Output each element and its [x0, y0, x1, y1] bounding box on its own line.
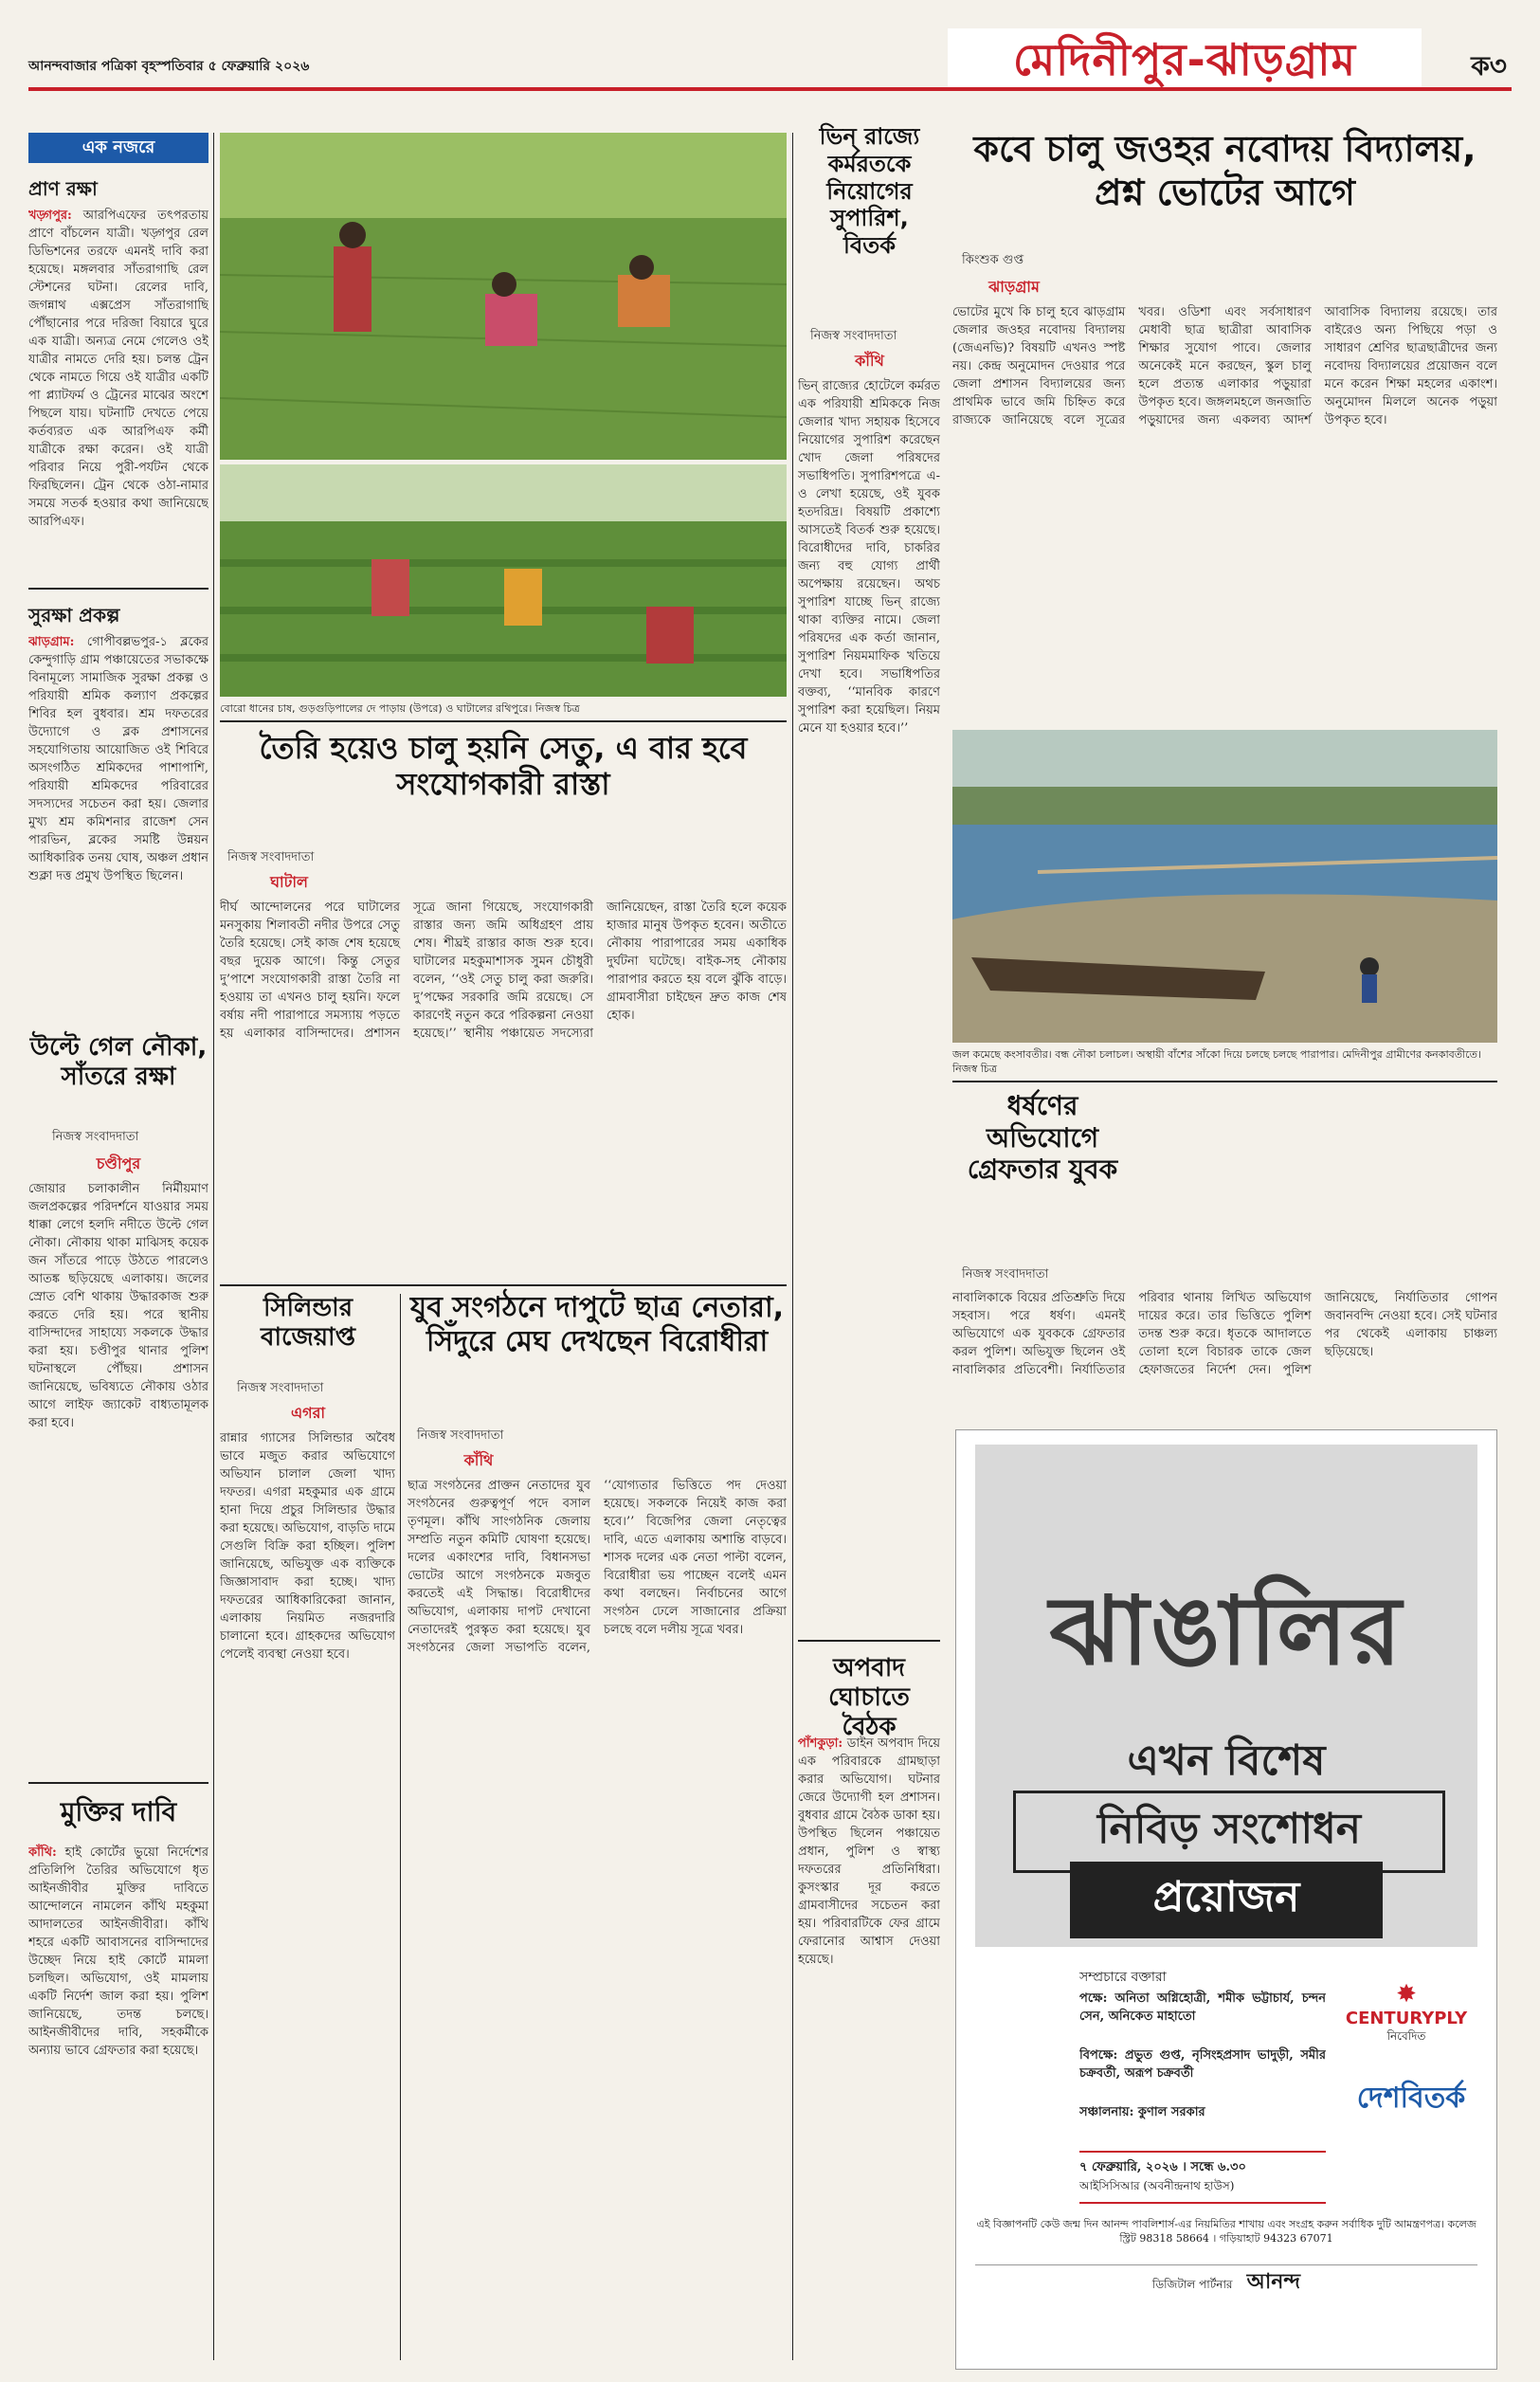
youth-byline: নিজস্ব সংবাদদাতা: [417, 1428, 504, 1443]
sidebar-box-title: এক নজরে: [28, 133, 208, 163]
bridge-text: দীর্ঘ আন্দোলনের পরে ঘাটালের মনসুকায় শিলাবতী নদীর উপরে সেতু তৈরি হয়েছে। সেই কাজ শেষ হয়েছে বছর দুয়েক আগে। কিন্তু সেতুর দু’পাশে সংযোগকারী রাস্তা তৈরি না হওয়ায় তা এখনও চালু হয়নি। ফলে বর্ষায় নদী পারাপারে সমস্যায় পড়তে হয় এলাকার বাসিন্দাদের। প্রশাসন সূত্রে জানা গিয়েছে, সংযোগকারী রাস্তার জন্য জমি অধিগ্রহণ প্রায় শেষ। শীঘ্রই রাস্তার কাজ শুরু হবে। ঘাটালের মহকুমাশাসক সুমন চৌধুরী বলেন, ‘‘ওই সেতু চালু করা জরুরি। দু’পক্ষের সরকারি জমি রয়েছে। সে কারণেই নতুন করে পরিকল্পনা নেওয়া হয়েছে।’’ স্থানীয় পঞ্চায়েত সদস্যেরা জানিয়েছেন, রাস্তা তৈরি হলে কয়েক হাজার মানুষ উপকৃত হবেন। অতীতে নৌকায় পারাপারের সময় একাধিক দুর্ঘটনা ঘটেছে। বাইক-সহ নৌকায় পারাপার করতে হয় বলে ঝুঁকি বাড়ে। গ্রামবাসীরা চাইছেন দ্রুত কাজ শেষ হোক।: [220, 900, 787, 1041]
sidebar-heading-1: প্রাণ রক্ষা: [28, 177, 98, 200]
section-title: মেদিনীপুর-ঝাড়গ্রাম: [948, 28, 1422, 91]
ad-sponsor-sub: নিবেদিত: [1386, 2029, 1426, 2043]
ad-event-label: সম্প্রচারে বক্তারা: [1079, 1970, 1167, 1985]
star-icon: ✸: [1396, 1980, 1417, 2009]
masthead-rule: [28, 87, 1512, 91]
ad-show-name: দেশবিতর্ক: [1356, 2082, 1466, 2115]
paper-info: আনন্দবাজার পত্রিকা বৃহস্পতিবার ৫ ফেব্রুয়ারি ২০২৬: [28, 59, 310, 74]
arrest-rule: [952, 1081, 1497, 1082]
sidebar-text-2: [28, 633, 208, 1031]
sidebar-heading-2: সুরক্ষা প্রকল্প: [28, 604, 120, 627]
arrest-byline: নিজস্ব সংবাদদাতা: [962, 1267, 1049, 1282]
demand-divider: [28, 1782, 208, 1784]
advertisement[interactable]: [955, 1429, 1497, 2370]
bridge-dateline: ঘাটাল: [270, 873, 308, 891]
center-col-rule: [792, 133, 793, 2360]
ad-partner-name: আনন্দ: [1246, 2269, 1301, 2294]
demand-text: [28, 1844, 208, 2355]
navodaya-byline: কিংশুক গুপ্ত: [962, 253, 1024, 267]
cylinder-rule: [220, 1284, 787, 1286]
paddy-photo-bottom: [220, 464, 787, 697]
river-caption: জল কমেছে কংসাবতীর। বন্ধ নৌকা চলাচল। অস্থায়ী বাঁশের সাঁকো দিয়ে চলছে চলছে পারাপার। মেদিনীপুর গ্রামীণের কনকাবতীতে। নিজস্ব চিত্র: [952, 1048, 1481, 1075]
cylinder-headline: সিলিন্ডার বাজেয়াপ্ত: [261, 1294, 355, 1353]
demand-place: কাঁথি:: [28, 1846, 57, 1860]
paddy-photo-bottom-image: [220, 464, 787, 697]
ad-date-box: [1079, 2151, 1326, 2204]
recruit-text: ভিন্ রাজ্যের হোটেলে কর্মরত এক পরিযায়ী শ্রমিককে নিজ জেলার খাদ্য সহায়ক হিসেবে নিয়োগের সুপারিশ করেছেন খোদ জেলা পরিষদের সভাধিপতি। সুপারিশপত্রে এ-ও লেখা হয়েছে, ওই যুবক হতদরিদ্র। বিষয়টি প্রকাশ্যে আসতেই বিতর্ক শুরু হয়েছে। বিরোধীদের দাবি, চাকরির জন্য বহু যোগ্য প্রার্থী অপেক্ষায় রয়েছেন। অথচ সুপারিশ যাচ্ছে ভিন্ রাজ্যে থাকা ব্যক্তির নামে। জেলা পরিষদের এক কর্তা জানান, সুপারিশ নিয়মমাফিক খতিয়ে দেখা হবে। সভাধিপতির বক্তব্য, ‘‘মানবিক কারণে সুপারিশ করা হয়েছিল। নিয়ম মেনে যা হওয়ার হবে।’’: [798, 379, 940, 736]
bridge-headline: তৈরি হয়েও চালু হয়নি সেতু, এ বার হবে সংযোগকারী রাস্তা: [259, 730, 748, 803]
cylinder-text: রান্নার গ্যাসের সিলিন্ডার অবৈধ ভাবে মজুত করার অভিযোগে অভিযান চালাল জেলা খাদ্য দফতর। এগরা মহকুমার এক গ্রামে হানা দিয়ে প্রচুর সিলিন্ডার উদ্ধার করা হয়েছে। অভিযোগ, বাড়তি দামে সেগুলি বিক্রি করা হচ্ছিল। পুলিশ জানিয়েছে, অভিযুক্ত এক ব্যক্তিকে জিজ্ঞাসাবাদ করা হচ্ছে। খাদ্য দফতরের আধিকারিকেরা জানান, এলাকায় নিয়মিত নজরদারি চালানো হবে। গ্রাহকদের অভিযোগ পেলেই ব্যবস্থা নেওয়া হবে।: [220, 1431, 395, 1662]
sidebar-place-2: ঝাড়গ্রাম:: [28, 635, 75, 649]
sidebar-divider: [28, 588, 208, 590]
dispute-rule: [798, 1640, 940, 1642]
dispute-headline: অপবাদ ঘোচাতে বৈঠক: [828, 1654, 910, 1742]
youth-text: ছাত্র সংগঠনের প্রাক্তন নেতাদের যুব সংগঠনের গুরুত্বপূর্ণ পদে বসাল তৃণমূল। কাঁথি সাংগঠনিক জেলায় সম্প্রতি নতুন কমিটি ঘোষণা হয়েছে। দলের একাংশের দাবি, বিধানসভা ভোটের আগে সংগঠনকে মজবুত করতেই এই সিদ্ধান্ত। বিরোধীদের অভিযোগ, এলাকায় দাপট দেখানো নেতাদেরই পুরস্কৃত করা হয়েছে। যুব সংগঠনের জেলা সভাপতি বলেন, ‘‘যোগ্যতার ভিত্তিতে পদ দেওয়া হয়েছে। সকলকে নিয়েই কাজ করা হবে।’’ বিজেপির জেলা নেতৃত্বের দাবি, এতে এলাকায় অশান্তি বাড়বে। শাসক দলের এক নেতা পাল্টা বলেন, বিরোধীরা ভয় পাচ্ছেন বলেই এমন কথা বলছেন। নির্বাচনের আগে সংগঠন ঢেলে সাজানোর প্রক্রিয়া চলছে বলে দলীয় সূত্রে খবর।: [408, 1479, 787, 1655]
sidebar: [28, 133, 208, 1270]
paddy-caption: বোরো ধানের চাষ, গুড়গুড়িপালের দে পাড়ায় (উপরে) ও ঘাটালের রথিপুরে। নিজস্ব চিত্র: [220, 702, 580, 715]
arrest-headline: ধর্ষণের অভিযোগে গ্রেফতার যুবক: [967, 1090, 1118, 1186]
ad-speakers-against: বিপক্ষে: প্রভুত গুপ্ত, নৃসিংহপ্রসাদ ভাদুড়ী, সমীর চক্রবর্তী, অরূপ চক্রবর্তী: [1079, 2048, 1326, 2081]
ad-sponsor: CENTURYPLY: [1345, 2009, 1468, 2028]
youth-dateline: কাঁথি: [463, 1451, 494, 1469]
boat-dateline: চণ্ডীপুর: [96, 1155, 141, 1173]
ad-line-3: প্রয়োজন: [1070, 1862, 1383, 1938]
cylinder-byline: নিজস্ব সংবাদদাতা: [237, 1381, 324, 1395]
river-photo-image: [952, 730, 1497, 1043]
demand-headline: মুক্তির দাবি: [60, 1796, 177, 1827]
ad-sponsor-logo: [1335, 1980, 1477, 2047]
navodaya-text: ভোটের মুখে কি চালু হবে ঝাড়গ্রাম জেলার জওহর নবোদয় বিদ্যালয় (জেএনভি)? বিষয়টি এখনও স্পষ্ট নয়। কেন্দ্র অনুমোদন দেওয়ার পরে জেলা প্রশাসন বিদ্যালয়ের জন্য প্রাথমিক ভাবে জমি চিহ্নিত করে রাজ্যকে জানিয়েছে বলে সূত্রের খবর। ওডিশা এবং সর্বসাধারণ মেধাবী ছাত্র ছাত্রীরা আবাসিক শিক্ষার সুযোগ পাবে। জেলার অনেকেই মনে করছেন, স্কুল চালু হলে প্রত্যন্ত এলাকার পড়ুয়ারা উপকৃত হবে। জঙ্গলমহলে জনজাতি পড়ুয়াদের জন্য একলব্য আদর্শ আবাসিক বিদ্যালয় রয়েছে। তার বাইরেও অন্য পিছিয়ে পড়া ও সাধারণ শ্রেণির ছাত্রছাত্রীদের জন্য নবোদয় বিদ্যালয়ের প্রয়োজন বলে মনে করেন শিক্ষা মহলের একাংশ। অনুমোদন মিললে অনেক পড়ুয়া উপকৃত হবে।: [952, 305, 1497, 427]
boat-byline: নিজস্ব সংবাদদাতা: [52, 1130, 139, 1144]
ad-partner-bar: [975, 2264, 1477, 2303]
cylinder-dateline: এগরা: [290, 1404, 326, 1422]
navodaya-dateline: ঝাড়গ্রাম: [988, 278, 1040, 296]
cylinder-col-rule: [400, 1294, 401, 2360]
ad-moderator: সঞ্চালনায়: কুণাল সরকার: [1079, 2105, 1205, 2119]
sidebar-text-1: [28, 207, 208, 586]
bridge-byline: নিজস্ব সংবাদদাতা: [227, 850, 315, 864]
paddy-photo-top: [220, 133, 787, 460]
sidebar-rule: [213, 133, 214, 2360]
ad-title: ঝাঙালির: [1049, 1575, 1404, 1686]
sidebar-body-1: আরপিএফের তৎপরতায় প্রাণে বাঁচলেন যাত্রী। খড়্গপুর রেল ডিভিশনের তরফে এমনই দাবি করা হয়েছে। মঙ্গলবার সাঁতরাগাছি রেল স্টেশনের ঘটনা। রেলের দাবি, জগন্নাথ এক্সপ্রেস সাঁতরাগাছি পৌঁছানোর পরে দরিজা বিয়ারে ঘুরে এক যাত্রী। অন্যত্র নেমে গেলেও ওই যাত্রীর নামতে দেরি হয়। চলন্ত ট্রেন থেকে নামতে গিয়ে ওই যাত্রীর একটি পা প্ল্যাটফর্ম ও ট্রেনের মাঝের অংশে পিছলে যায়। ঘটনাটি দেখতে পেয়ে কর্তব্যরত এক আরপিএফ কর্মী যাত্রীকে রক্ষা করেন। ওই যাত্রী পরিবার নিয়ে পুরী-পর্যটন থেকে ফিরছিলেন। ট্রেন থেকে ওঠা-নামার সময়ে সতর্ক হওয়ার কথা জানিয়েছে আরপিএফ।: [28, 209, 208, 529]
recruit-byline: নিজস্ব সংবাদদাতা: [810, 329, 897, 343]
river-photo: [952, 730, 1497, 1043]
ad-hero: [975, 1445, 1477, 1947]
ad-speakers-for: পক্ষে: অনিতা অগ্নিহোত্রী, শমীক ভট্টাচার্য, চন্দন সেন, অনিকেত মাহাতো: [1079, 1991, 1326, 2024]
recruit-headline: ভিন্ রাজ্যে কর্মরতকে নিয়োগের সুপারিশ, বিতর্ক: [819, 123, 920, 260]
demand-body: হাই কোর্টের ভুয়ো নির্দেশের প্রতিলিপি তৈরির অভিযোগে ধৃত আইনজীবীর মুক্তির দাবিতে আন্দোলনে নামলেন কাঁথি মহকুমা আদালতের আইনজীবীরা। কাঁথি শহরে একটি আবাসনের বাসিন্দাদের উচ্ছেদ নিয়ে হাই কোর্টে মামলা চলছিল। অভিযোগ, ওই মামলায় একটি নির্দেশ জাল করা হয়। পুলিশ জানিয়েছে, তদন্ত চলছে। আইনজীবীদের দাবি, সহকর্মীকে অন্যায় ভাবে গ্রেফতার করা হয়েছে।: [28, 1846, 208, 2058]
recruit-dateline: কাঁথি: [855, 352, 884, 370]
navodaya-headline: কবে চালু জওহর নবোদয় বিদ্যালয়, প্রশ্ন ভোটের আগে: [973, 128, 1477, 213]
ad-date: ৭ ফেব্রুয়ারি, ২০২৬ । সন্ধে ৬.৩০: [1079, 2160, 1246, 2174]
youth-headline: যুব সংগঠনে দাপুটে ছাত্র নেতারা, সিঁদুরে মেঘ দেখছেন বিরোধীরা: [409, 1291, 785, 1358]
sidebar-place-1: খড়্গপুর:: [28, 209, 72, 223]
page-number: ক৩: [1471, 50, 1507, 82]
paddy-photo-top-image: [220, 133, 787, 460]
ad-venue: আইসিসিআর (অবনীন্দ্রনাথ হাউস): [1079, 2179, 1235, 2192]
boat-headline: উল্টে গেল নৌকা, সাঁতরে রক্ষা: [29, 1033, 208, 1092]
ad-footer: এই বিজ্ঞাপনটি কেউ জন্ম দিন আনন্দ পাবলিশার্স-এর নিয়মিতির শাখায় এবং সংগ্রহ করুন সর্বাধিক দুটি আমন্ত্রণপত্র। কলেজ স্ট্রিট 98318 58664 । গড়িয়াহাট 94323 67071: [976, 2218, 1477, 2245]
sidebar-body-2: গোপীবল্লভপুর-১ ব্লকের কেন্দুগাড়ি গ্রাম পঞ্চায়েতের সভাকক্ষে বিনামূল্যে সামাজিক সুরক্ষা প্রকল্প ও পরিযায়ী শ্রমিক কল্যাণ প্রকল্পের শিবির হল বুধবার। শ্রম দফতরের উদ্যোগে ও ব্লক প্রশাসনের সহযোগিতায় আয়োজিত ওই শিবিরে অসংগঠিত শ্রমিকদের পাশাপাশি, পরিযায়ী শ্রমিকদের পরিবারের সদস্যদের সচেতন করা হয়। জেলার মুখ্য শ্রম কমিশনার রাজেশ সেন পারভিন, ব্লকের সমষ্টি উন্নয়ন আধিকারিক তনয় ঘোষ, অঞ্চল প্রধান শুক্লা দত্ত প্রমুখ উপস্থিত ছিলেন।: [28, 635, 208, 883]
ad-partner: ডিজিটাল পার্টনার: [1151, 2278, 1233, 2291]
arrest-text: নাবালিকাকে বিয়ের প্রতিশ্রুতি দিয়ে সহবাস। পরে ধর্ষণ। এমনই অভিযোগে এক যুবককে গ্রেফতার করল পুলিশ। অভিযুক্ত ছিলেন ওই নাবালিকার প্রতিবেশী। নির্যাতিতার পরিবার থানায় লিখিত অভিযোগ দায়ের করে। তার ভিত্তিতে পুলিশ তদন্ত শুরু করে। ধৃতকে আদালতে তোলা হলে বিচারক তাকে জেল হেফাজতের নির্দেশ দেন। পুলিশ জানিয়েছে, নির্যাতিতার গোপন জবানবন্দি নেওয়া হবে। সেই ঘটনার পর থেকেই এলাকায় চাঞ্চল্য ছড়িয়েছে।: [952, 1291, 1497, 1377]
ad-line-1: এখন বিশেষ: [1127, 1736, 1326, 1785]
ad-line-2: নিবিড় সংশোধন: [1013, 1791, 1445, 1873]
bridge-rule: [220, 720, 787, 722]
dispute-body: ডাইন অপবাদ দিয়ে এক পরিবারকে গ্রামছাড়া করার অভিযোগ। ঘটনার জেরে উদ্যোগী হল প্রশাসন। বুধবার গ্রামে বৈঠক ডাকা হয়। উপস্থিত ছিলেন পঞ্চায়েত প্রধান, পুলিশ ও স্বাস্থ্য দফতরের প্রতিনিধিরা। কুসংস্কার দূর করতে গ্রামবাসীদের সচেতন করা হয়। পরিবারটিকে ফের গ্রামে ফেরানোর আশ্বাস দেওয়া হয়েছে।: [798, 1736, 940, 1967]
boat-text: জোয়ার চলাকালীন নির্মীয়মাণ জলপ্রকল্পের পরিদর্শনে যাওয়ার সময় ধাক্কা লেগে হলদি নদীতে উল্টে গেল নৌকা। নৌকায় থাকা মাঝিসহ কয়েক জন সাঁতরে পাড়ে উঠতে পারলেও আতঙ্ক ছড়িয়েছে এলাকায়। জলের স্রোত বেশি থাকায় উদ্ধারকাজ শুরু করতে দেরি হয়। পরে স্থানীয় বাসিন্দাদের সাহায্যে সকলকে উদ্ধার করা হয়। চণ্ডীপুর থানার পুলিশ ঘটনাস্থলে পৌঁছয়। প্রশাসন জানিয়েছে, ভবিষ্যতে নৌকায় ওঠার আগে লাইফ জ্যাকেট বাধ্যতামূলক করা হবে।: [28, 1182, 208, 1430]
dispute-text: [798, 1735, 940, 2360]
dispute-place: পাঁশকুড়া:: [798, 1736, 843, 1751]
